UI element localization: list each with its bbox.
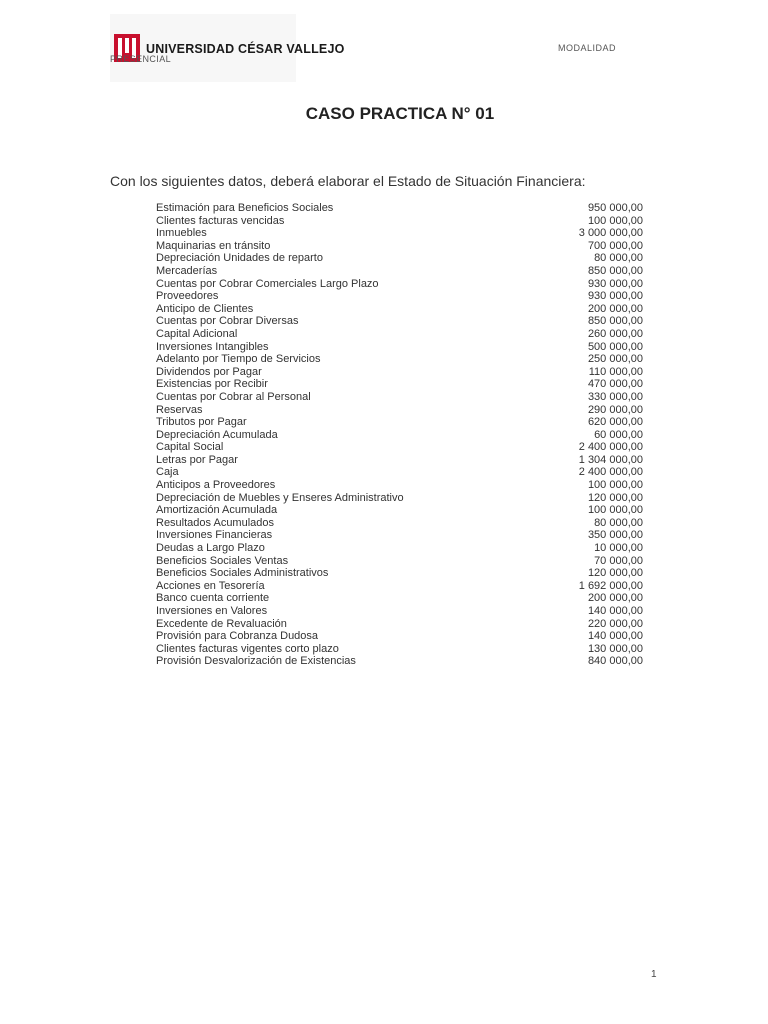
list-item: [156, 479, 643, 492]
item-label: Acciones en Tesorería: [156, 579, 265, 592]
item-amount: 260 000,00: [587, 327, 643, 340]
item-label: Inversiones Intangibles: [156, 340, 269, 353]
item-label: Excedente de Revaluación: [156, 617, 287, 630]
list-item: [156, 655, 643, 668]
item-amount: 100 000,00: [587, 479, 643, 492]
item-amount: 840 000,00: [587, 655, 643, 668]
list-item: [156, 328, 643, 341]
list-item: [156, 278, 643, 291]
item-amount: 2 400 000,00: [578, 441, 643, 454]
item-amount: 60 000,00: [594, 428, 643, 441]
item-amount: 290 000,00: [587, 403, 643, 416]
page-title: CASO PRACTICA N° 01: [305, 104, 495, 123]
item-amount: 930 000,00: [587, 290, 643, 303]
list-item: [156, 492, 643, 505]
item-label: Cuentas por Cobrar Comerciales Largo Plazo: [156, 277, 379, 290]
item-label: Depreciación Unidades de reparto: [156, 252, 323, 265]
item-label: Resultados Acumulados: [156, 516, 275, 529]
intro-text: Con los siguientes datos, deberá elaborar el Estado de Situación Financiera:: [110, 173, 586, 189]
item-amount: 930 000,00: [587, 277, 643, 290]
item-label: Mercaderías: [156, 264, 218, 277]
item-label: Beneficios Sociales Administrativos: [156, 567, 329, 580]
logo-text: UNIVERSIDAD CÉSAR VALLEJO: [146, 42, 345, 56]
item-amount: 120 000,00: [587, 491, 643, 504]
list-item: [156, 529, 643, 542]
item-label: Anticipo de Clientes: [156, 302, 254, 315]
item-label: Maquinarias en tránsito: [156, 239, 271, 252]
item-amount: 470 000,00: [587, 378, 643, 391]
item-label: Anticipos a Proveedores: [156, 479, 276, 492]
item-amount: 100 000,00: [587, 214, 643, 227]
item-label: Letras por Pagar: [156, 453, 238, 466]
list-item: [156, 429, 643, 442]
list-item: [156, 315, 643, 328]
item-amount: 1 304 000,00: [578, 453, 643, 466]
item-amount: 850 000,00: [587, 264, 643, 277]
list-item: [156, 391, 643, 404]
list-item: [156, 441, 643, 454]
item-label: Provisión para Cobranza Dudosa: [156, 630, 319, 643]
list-item: [156, 366, 643, 379]
list-item: [156, 630, 643, 643]
item-label: Clientes facturas vencidas: [156, 214, 285, 227]
item-amount: 140 000,00: [587, 605, 643, 617]
item-amount: 140 000,00: [587, 630, 643, 643]
list-item: [156, 265, 643, 278]
list-item: [156, 567, 643, 580]
item-label: Banco cuenta corriente: [156, 592, 270, 605]
list-item: [156, 404, 643, 417]
item-amount: 110 000,00: [588, 365, 643, 378]
item-label: Depreciación Acumulada: [156, 428, 278, 441]
item-amount: 80 000,00: [594, 252, 643, 265]
item-label: Provisión Desvalorización de Existencias: [156, 655, 356, 668]
item-label: Inversiones Financieras: [156, 529, 273, 542]
list-item: [156, 555, 643, 568]
item-amount: 700 000,00: [587, 239, 643, 252]
item-amount: 2 400 000,00: [578, 466, 643, 479]
item-amount: 950 000,00: [587, 202, 643, 214]
item-label: Existencias por Recibir: [156, 378, 268, 391]
list-item: [156, 504, 643, 517]
item-label: Adelanto por Tiempo de Servicios: [156, 353, 321, 366]
item-label: Cuentas por Cobrar al Personal: [156, 390, 311, 403]
item-label: Estimación para Beneficios Sociales: [156, 202, 334, 214]
list-item: [156, 202, 643, 215]
item-amount: 120 000,00: [587, 567, 643, 580]
item-amount: 220 000,00: [587, 617, 643, 630]
item-amount: 200 000,00: [587, 592, 643, 605]
list-item: [156, 252, 643, 265]
item-label: Capital Adicional: [156, 327, 238, 340]
item-amount: 80 000,00: [594, 516, 643, 529]
item-label: Depreciación de Muebles y Enseres Administrativo: [156, 491, 404, 504]
item-amount: 100 000,00: [587, 504, 643, 517]
list-item: [156, 592, 643, 605]
item-amount: 330 000,00: [587, 390, 643, 403]
item-amount: 130 000,00: [587, 642, 643, 655]
item-label: Clientes facturas vigentes corto plazo: [156, 642, 339, 655]
item-amount: 850 000,00: [587, 315, 643, 328]
item-amount: 3 000 000,00: [578, 227, 643, 240]
item-amount: 350 000,00: [587, 529, 643, 542]
item-amount: 500 000,00: [587, 340, 643, 353]
item-label: Inmuebles: [156, 227, 207, 240]
item-label: Amortización Acumulada: [156, 504, 278, 517]
item-amount: 1 692 000,00: [578, 579, 643, 592]
list-item: [156, 240, 643, 253]
list-item: [156, 353, 643, 366]
item-label: Cuentas por Cobrar Diversas: [156, 315, 299, 328]
list-item: [156, 227, 643, 240]
list-item: [156, 341, 643, 354]
list-item: [156, 643, 643, 656]
list-item: [156, 290, 643, 303]
item-amount: 10 000,00: [594, 542, 643, 555]
item-label: Reservas: [156, 403, 203, 416]
presencial-label: PRESENCIAL: [110, 54, 172, 64]
item-label: Tributos por Pagar: [156, 416, 247, 429]
list-item: [156, 378, 643, 391]
list-item: [156, 416, 643, 429]
list-item: [156, 542, 643, 555]
list-item: [156, 454, 643, 467]
page-number: 1: [651, 969, 657, 980]
item-label: Deudas a Largo Plazo: [156, 542, 265, 555]
list-item: [156, 605, 643, 618]
item-label: Proveedores: [156, 290, 219, 303]
account-list: [156, 202, 643, 668]
list-item: [156, 580, 643, 593]
list-item: [156, 303, 643, 316]
item-amount: 250 000,00: [587, 353, 643, 366]
item-amount: 200 000,00: [587, 302, 643, 315]
item-label: Capital Social: [156, 441, 224, 454]
list-item: [156, 618, 643, 631]
item-amount: 620 000,00: [587, 416, 643, 429]
list-item: [156, 517, 643, 530]
list-item: [156, 466, 643, 479]
item-label: Beneficios Sociales Ventas: [156, 554, 289, 567]
item-amount: 70 000,00: [594, 554, 643, 567]
item-label: Caja: [156, 466, 179, 479]
item-label: Dividendos por Pagar: [156, 365, 262, 378]
list-item: [156, 215, 643, 228]
item-label: Inversiones en Valores: [156, 605, 268, 617]
modalidad-label: MODALIDAD: [558, 43, 617, 53]
